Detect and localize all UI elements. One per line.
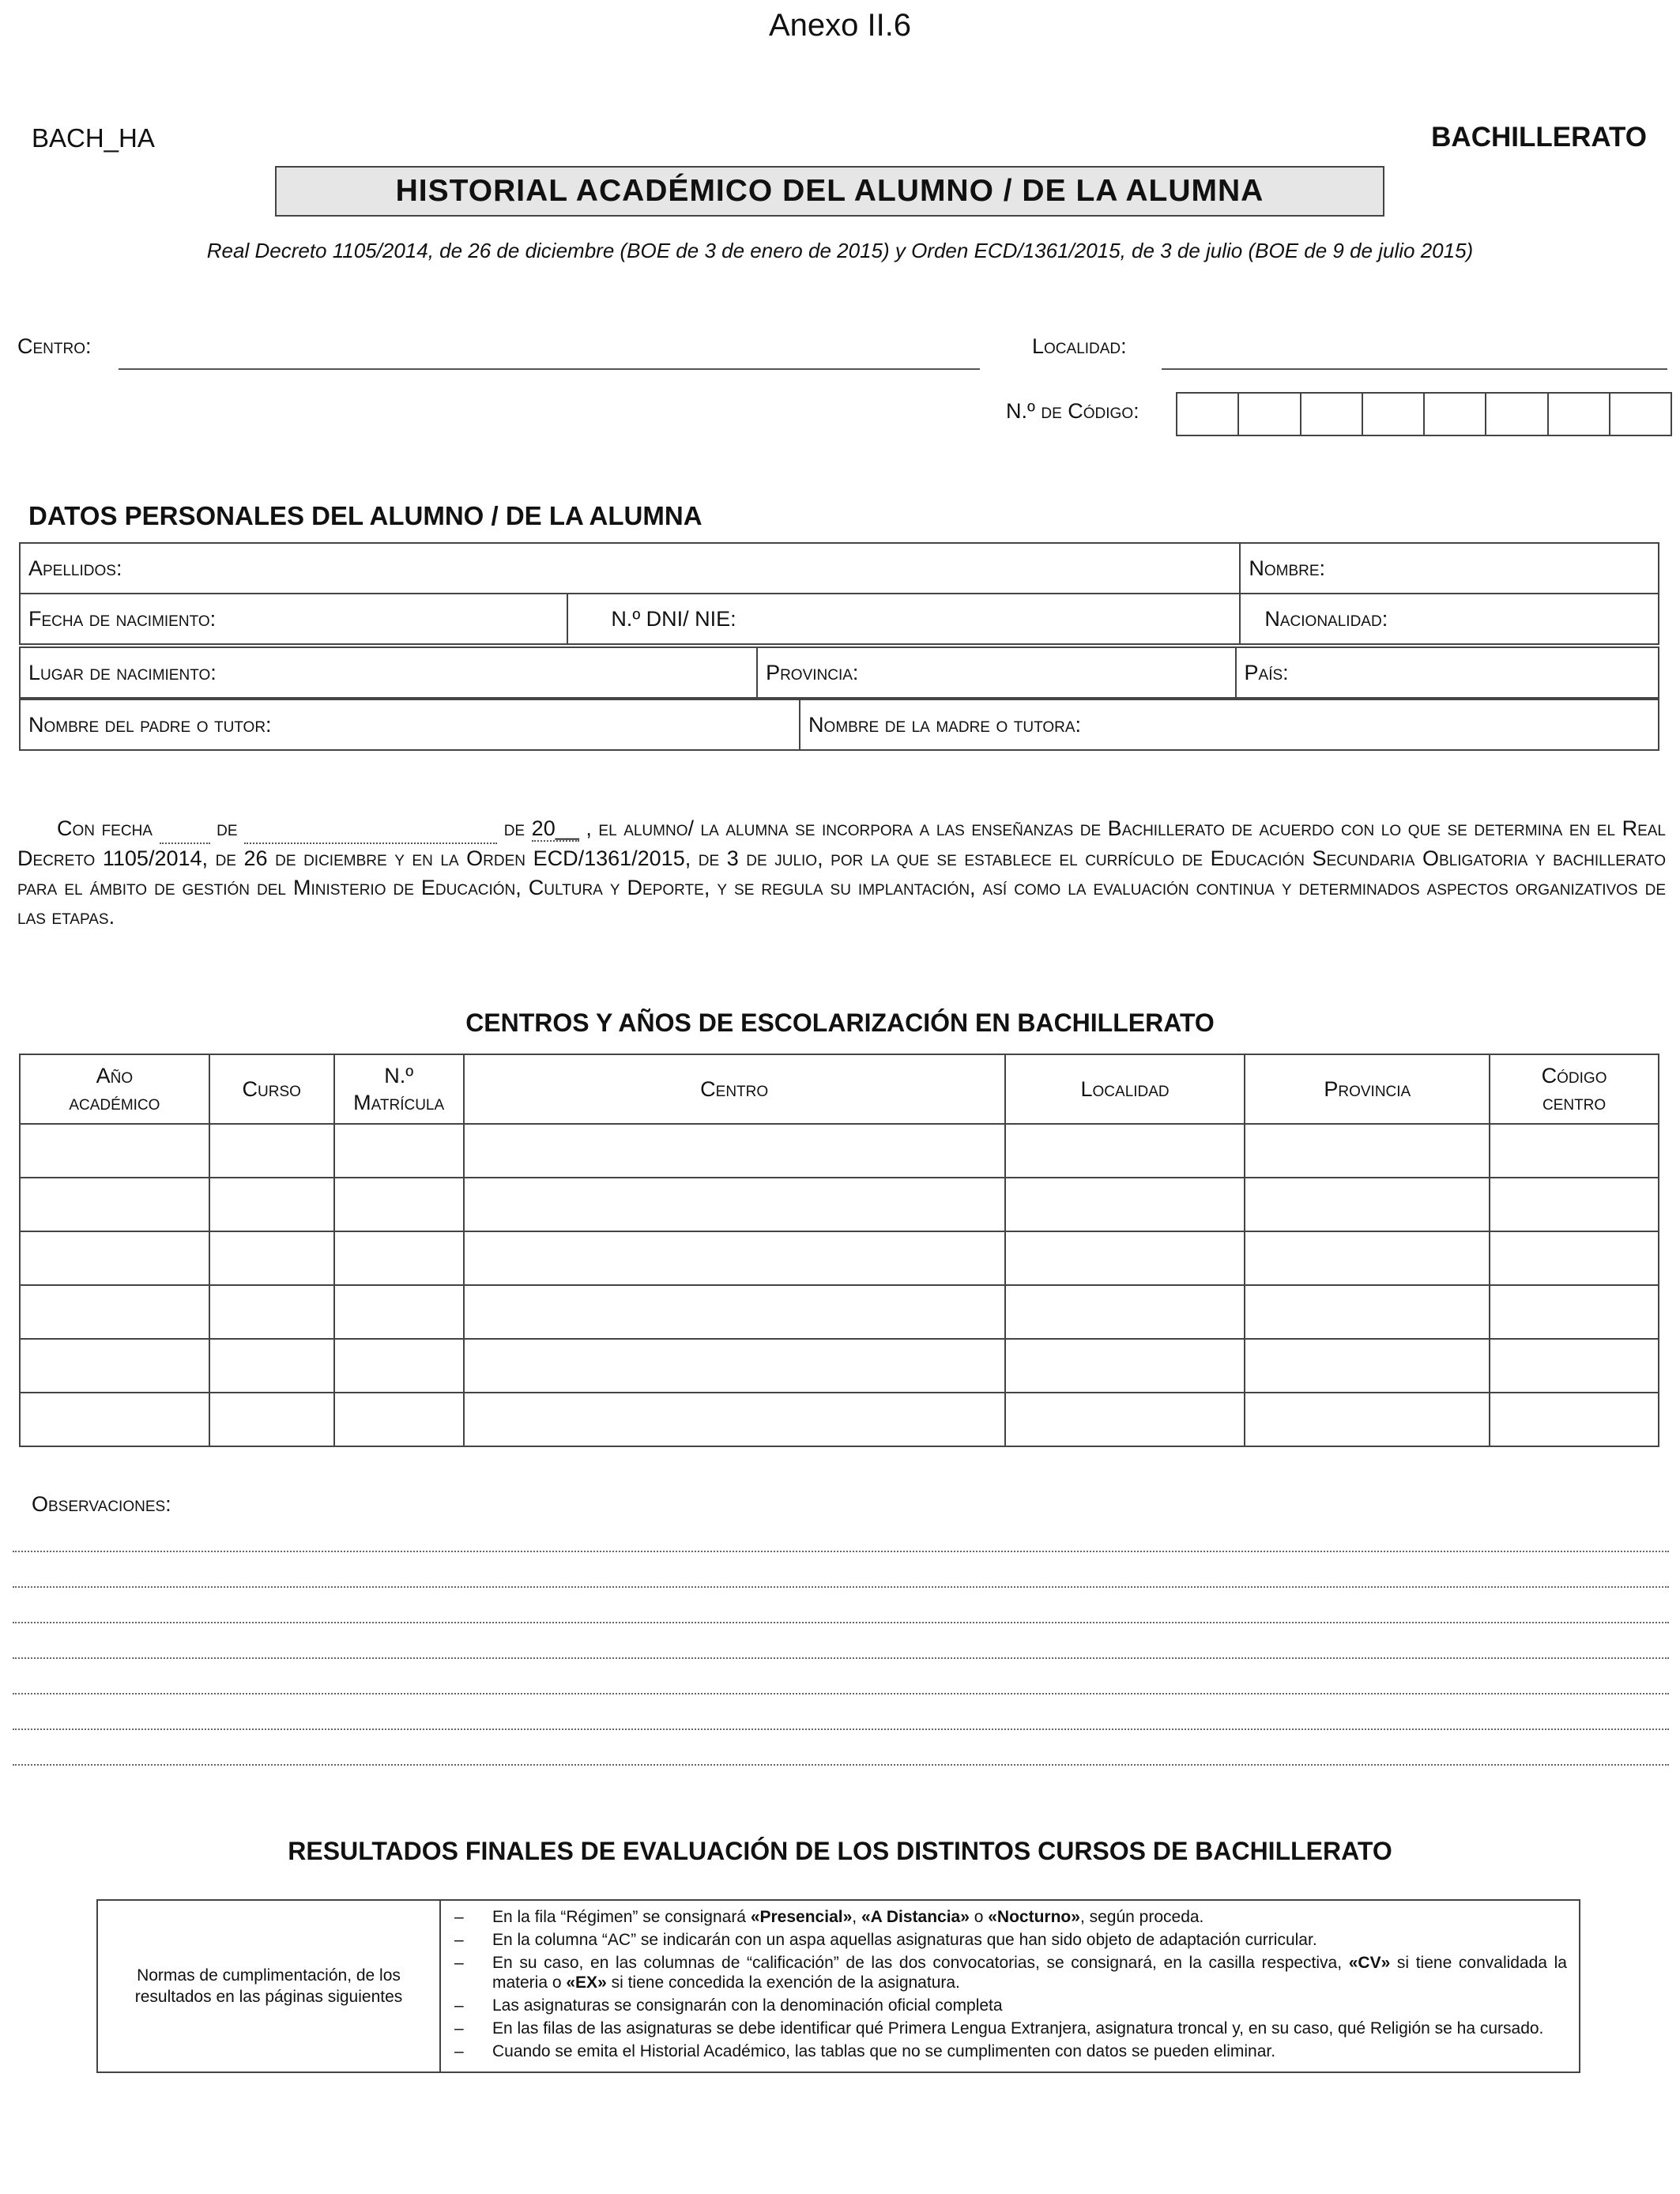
codigo-digit-box[interactable] <box>1486 394 1548 435</box>
table-cell[interactable] <box>1245 1393 1490 1446</box>
codigo-digit-box[interactable] <box>1610 394 1671 435</box>
form-code: BACH_HA <box>32 123 155 153</box>
incorporation-paragraph <box>17 814 1666 932</box>
lugar-nacimiento-field[interactable]: Lugar de nacimiento: <box>20 647 757 698</box>
results-title: RESULTADOS FINALES DE EVALUACIÓN DE LOS DISTINTOS CURSOS DE BACHILLERATO <box>288 1837 1392 1865</box>
header-centro: Centro <box>464 1054 1005 1124</box>
header-matricula: N.º Matrícula <box>334 1054 464 1124</box>
fecha-nacimiento-field[interactable]: Fecha de nacimiento: <box>20 594 567 644</box>
observation-line[interactable] <box>13 1764 1669 1766</box>
table-cell[interactable] <box>1005 1285 1245 1339</box>
codigo-digit-box[interactable] <box>1177 394 1239 435</box>
table-cell[interactable] <box>464 1178 1005 1231</box>
table-cell[interactable] <box>1005 1339 1245 1393</box>
table-cell[interactable] <box>1245 1178 1490 1231</box>
table-cell[interactable] <box>209 1124 334 1178</box>
table-cell[interactable] <box>1005 1124 1245 1178</box>
codigo-digit-box[interactable] <box>1239 394 1301 435</box>
norm-item: – Las asignaturas se consignarán con la denominación oficial completa <box>450 1996 1567 2015</box>
annex-number: Anexo II.6 <box>768 8 912 43</box>
dni-field[interactable]: N.º DNI/ NIE: <box>567 594 1240 644</box>
padre-field[interactable]: Nombre del padre o tutor: <box>20 699 800 750</box>
table-cell[interactable] <box>1005 1231 1245 1285</box>
norm-item: – En la fila “Régimen” se consignará «Presencial», «A Distancia» o «Nocturno», según proceda. <box>450 1907 1567 1927</box>
table-cell[interactable] <box>464 1285 1005 1339</box>
table-cell[interactable] <box>209 1285 334 1339</box>
table-cell[interactable] <box>1005 1393 1245 1446</box>
table-cell[interactable] <box>209 1339 334 1393</box>
madre-field[interactable]: Nombre de la madre o tutora: <box>800 699 1659 750</box>
table-cell[interactable] <box>334 1124 464 1178</box>
table-cell[interactable] <box>20 1339 209 1393</box>
personal-data-table-2 <box>19 647 1659 699</box>
header-provincia: Provincia <box>1245 1054 1490 1124</box>
personal-data-title: DATOS PERSONALES DEL ALUMNO / DE LA ALUMNA <box>28 501 703 530</box>
codigo-digit-box[interactable] <box>1425 394 1486 435</box>
localidad-field[interactable] <box>1162 368 1667 370</box>
document-title: HISTORIAL ACADÉMICO DEL ALUMNO / DE LA ALUMNA <box>275 166 1384 217</box>
day-field[interactable] <box>160 827 210 844</box>
personal-data-table-3 <box>19 699 1659 751</box>
incorporation-of-1: de <box>217 816 238 840</box>
incorporation-date-label: Con fecha <box>57 816 153 840</box>
observation-line[interactable] <box>13 1657 1669 1659</box>
table-cell[interactable] <box>1490 1178 1659 1231</box>
table-cell[interactable] <box>1245 1285 1490 1339</box>
table-row <box>20 1285 1659 1339</box>
table-cell[interactable] <box>1490 1339 1659 1393</box>
observation-line[interactable] <box>13 1622 1669 1623</box>
table-row <box>20 1231 1659 1285</box>
norms-list <box>442 1902 1578 2071</box>
norms-table <box>96 1899 1580 2073</box>
incorporation-text: , el alumno/ la alumna se incorpora a las enseñanzas de Bachillerato de acuerdo con lo que se determina en el Real Decreto 1105/2014, de 26 de diciembre y en la Orden ECD/1361/2015, de 3 de julio, por la que se establece el currículo de Educación Secundaria Obligatoria y bachillerato para el ámbito de gestión del Ministerio de Educación, Cultura y Deporte, y se regula su implantación, así como la evaluación continua y determinados aspectos organizativos de las etapas. <box>17 816 1666 929</box>
table-cell[interactable] <box>334 1178 464 1231</box>
table-cell[interactable] <box>334 1339 464 1393</box>
table-cell[interactable] <box>20 1124 209 1178</box>
schools-title: CENTROS Y AÑOS DE ESCOLARIZACIÓN EN BACHILLERATO <box>465 1008 1215 1037</box>
decree-reference: Real Decreto 1105/2014, de 26 de diciembre (BOE de 3 de enero de 2015) y Orden ECD/1361/2015, de 3 de julio (BOE de 9 de julio 2015) <box>206 239 1474 262</box>
table-cell[interactable] <box>1245 1231 1490 1285</box>
table-cell[interactable] <box>464 1124 1005 1178</box>
localidad-label: Localidad: <box>1032 334 1127 358</box>
table-cell[interactable] <box>1490 1124 1659 1178</box>
header-codigo-centro: Código centro <box>1490 1054 1659 1124</box>
table-cell[interactable] <box>1490 1393 1659 1446</box>
table-cell[interactable] <box>464 1231 1005 1285</box>
table-cell[interactable] <box>334 1231 464 1285</box>
education-level: BACHILLERATO <box>1431 122 1647 153</box>
norm-item: – Cuando se emita el Historial Académico, las tablas que no se cumplimenten con datos se pueden eliminar. <box>450 2041 1567 2061</box>
table-row <box>20 1393 1659 1446</box>
table-cell[interactable] <box>1490 1285 1659 1339</box>
personal-data-table <box>19 542 1659 645</box>
norms-label: Normas de cumplimentación, de los resultados en las páginas siguientes <box>97 1900 440 2072</box>
observation-line[interactable] <box>13 1551 1669 1552</box>
table-cell[interactable] <box>464 1339 1005 1393</box>
apellidos-field[interactable]: Apellidos: <box>20 543 1240 594</box>
table-cell[interactable] <box>334 1393 464 1446</box>
centro-label: Centro: <box>17 334 92 358</box>
norm-item: – En las filas de las asignaturas se debe identificar qué Primera Lengua Extranjera, asignatura troncal y, en su caso, qué Religión se ha cursado. <box>450 2019 1567 2038</box>
header-anio-academico: Año académico <box>20 1054 209 1124</box>
codigo-digit-box[interactable] <box>1301 394 1363 435</box>
table-cell[interactable] <box>20 1285 209 1339</box>
table-cell[interactable] <box>1490 1231 1659 1285</box>
schools-table <box>19 1054 1659 1447</box>
month-field[interactable] <box>244 827 497 844</box>
table-cell[interactable] <box>20 1178 209 1231</box>
observation-line[interactable] <box>13 1693 1669 1695</box>
table-cell[interactable] <box>209 1178 334 1231</box>
observations-label: Observaciones: <box>32 1492 171 1516</box>
table-cell[interactable] <box>1245 1124 1490 1178</box>
table-row <box>20 1339 1659 1393</box>
centro-field[interactable] <box>119 368 980 370</box>
pais-field[interactable]: País: <box>1236 647 1659 698</box>
observation-line[interactable] <box>13 1586 1669 1588</box>
codigo-digit-box[interactable] <box>1363 394 1425 435</box>
observation-line[interactable] <box>13 1728 1669 1730</box>
codigo-label: N.º de Código: <box>1006 399 1139 423</box>
codigo-digit-box[interactable] <box>1549 394 1610 435</box>
table-row <box>20 1124 1659 1178</box>
table-cell[interactable] <box>209 1393 334 1446</box>
table-cell[interactable] <box>464 1393 1005 1446</box>
table-cell[interactable] <box>20 1231 209 1285</box>
norm-item: – En su caso, en las columnas de “calificación” de las dos convocatorias, se consignará, en la casilla respectiva, «CV» si tiene convalidada la materia o «EX» si tiene concedida la exención de la asignatura. <box>450 1953 1567 1992</box>
norms-list-cell <box>440 1900 1580 2072</box>
header-curso: Curso <box>209 1054 334 1124</box>
codigo-boxes <box>1176 392 1672 436</box>
incorporation-of-2: de <box>503 816 525 840</box>
table-cell[interactable] <box>334 1285 464 1339</box>
table-cell[interactable] <box>1005 1178 1245 1231</box>
table-cell[interactable] <box>209 1231 334 1285</box>
table-cell[interactable] <box>1245 1339 1490 1393</box>
nombre-field[interactable]: Nombre: <box>1240 543 1659 594</box>
nacionalidad-field[interactable]: Nacionalidad: <box>1240 594 1659 644</box>
provincia-field[interactable]: Provincia: <box>757 647 1235 698</box>
header-localidad: Localidad <box>1005 1054 1245 1124</box>
table-cell[interactable] <box>20 1393 209 1446</box>
year-field[interactable]: 20__ <box>531 816 579 840</box>
norm-item: – En la columna “AC” se indicarán con un aspa aquellas asignaturas que han sido objeto de adaptación curricular. <box>450 1930 1567 1950</box>
table-row <box>20 1178 1659 1231</box>
